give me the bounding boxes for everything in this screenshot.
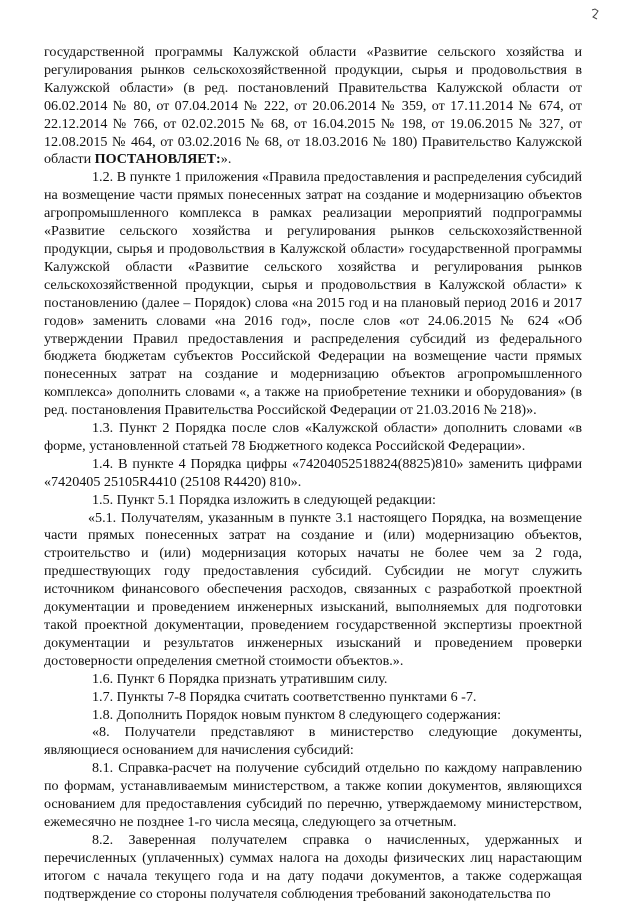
paragraph-8-2: 8.2. Заверенная получателем справка о начисленных, удержанных и перечисленных (уплаченных) суммах налога на доходы физических лиц нарастающим итогом с начала текущего года и на дату подачи документов, а также содержащая подтверждение со стороны получателя соблюдения требований законодательства по bbox=[44, 831, 582, 902]
paragraph-8-1: 8.1. Справка-расчет на получение субсидий отдельно по каждому направлению по формам, устанавливаемым министерством, а также копии документов, являющихся основанием для предоставления субсидий по перечню, утверждаемому министерством, ежемесячно не позднее 1-го числа месяца, следующего за отчетным. bbox=[44, 760, 582, 830]
paragraph-intro-tail: ». bbox=[220, 151, 232, 168]
paragraph-1-3: 1.3. Пункт 2 Порядка после слов «Калужской области» дополнить словами «в форме, установленной статьей 78 Бюджетного кодекса Российской Федерации». bbox=[44, 420, 582, 454]
paragraph-5-1: «5.1. Получателям, указанным в пункте 3.1 настоящего Порядка, на возмещение части прямых понесенных затрат на создание и (или) модернизацию объектов, строительство и (или) модернизация которых начаты не более чем за 2 года, предшествующих году предоставления субсидий. Субсидии не могут служить источником финансового обеспечения расходов, связанных с разработкой проектной документации и проведением инженерных изысканий, выполняемых для подготовки такой проектной документации, проведением государственной экспертизы проектной документации и результатов инженерных изысканий и проведением проверки достоверности определения сметной стоимости объектов.». bbox=[44, 509, 582, 669]
paragraph-8: «8. Получатели представляют в министерство следующие документы, являющиеся основанием для начисления субсидий: bbox=[44, 724, 582, 759]
document-page bbox=[44, 44, 582, 904]
paragraph-1-4: 1.4. В пункте 4 Порядка цифры «74204052518824(8825)810» заменить цифрами «7420405 25105R4410 (25108 R4420) 810». bbox=[44, 455, 582, 490]
paragraph-intro-text: государственной программы Калужской области «Развитие сельского хозяйства и регулирования рынков сельскохозяйственной продукции, сырья и продовольствия в Калужской области» (в ред. постановлений Правительства Калужской области от 06.02.2014 № 80, от 07.04.2014 № 222, от 20.06.2014 № 359, от 17.11.2014 № 674, от 22.12.2014 № 766, от 02.02.2015 № 68, от 16.04.2015 № 198, от 19.06.2015 № 327, от 12.08.2015 № 464, от 03.02.2016 № 68, от 18.03.2016 № 180) Правительство Калужской области bbox=[44, 44, 582, 168]
paragraph-1-5: 1.5. Пункт 5.1 Порядка изложить в следующей редакции: bbox=[92, 491, 436, 508]
scan-mark-icon bbox=[590, 8, 600, 20]
paragraph-1-6: 1.6. Пункт 6 Порядка признать утратившим силу. bbox=[92, 670, 388, 687]
paragraph-intro bbox=[44, 44, 582, 169]
paragraph-1-2: 1.2. В пункте 1 приложения «Правила предоставления и распределения субсидий на возмещение части прямых понесенных затрат на создание и модернизацию объектов агропромышленного комплекса в рамках реализации мероприятий подпрограммы «Развитие сельского хозяйства и регулирования рынков сельскохозяйственной продукции, сырья и продовольствия в Калужской области» государственной программы Калужской области «Развитие сельского хозяйства и регулирования рынков сельскохозяйственной продукции, сырья и продовольствия в Калужской области» к постановлению (далее – Порядок) слова «на 2015 год и на плановый период 2016 и 2017 годов» заменить словами «на 2016 год», после слов «от 24.06.2015 № 624 «Об утверждении Правил предоставления и распределения субсидий из федерального бюджета бюджетам субъектов Российской Федерации на возмещение части прямых понесенных затрат на создание и модернизацию объектов агропромышленного комплекса» дополнить словами «, а также на приобретение техники и оборудования» (в ред. постановления Правительства Российской Федерации от 21.03.2016 № 218)». bbox=[44, 169, 582, 419]
paragraph-1-7: 1.7. Пункты 7-8 Порядка считать соответственно пунктами 6 -7. bbox=[92, 688, 477, 705]
paragraph-1-8: 1.8. Дополнить Порядок новым пунктом 8 следующего содержания: bbox=[92, 706, 502, 723]
resolution-keyword: ПОСТАНОВЛЯЕТ: bbox=[94, 151, 221, 168]
